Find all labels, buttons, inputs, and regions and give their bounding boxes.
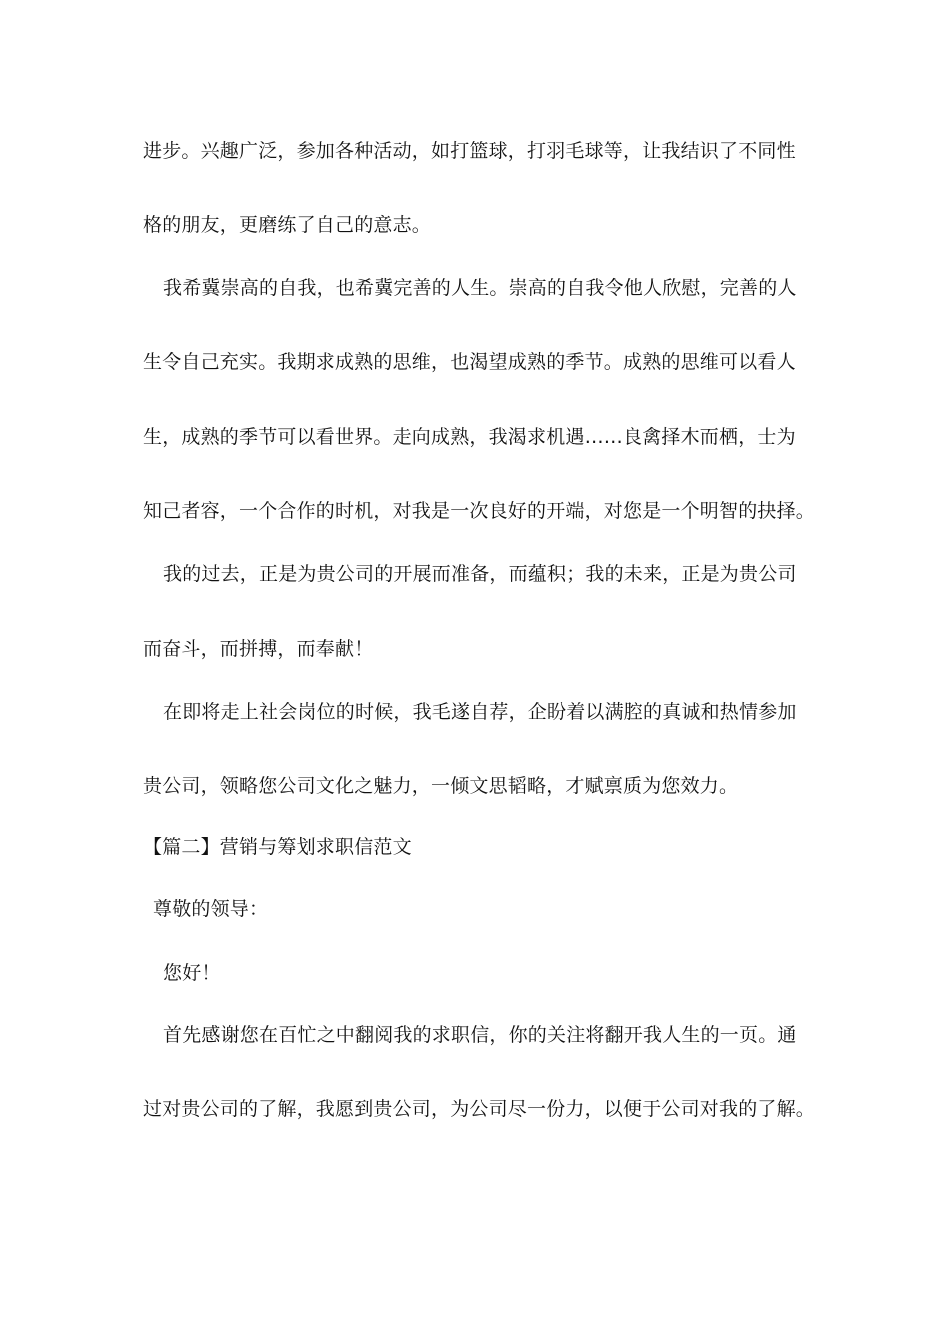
paragraph-line: 格的朋友，更磨练了自己的意志。 [143,214,432,236]
paragraph-line: 我希冀崇高的自我，也希冀完善的人生。崇高的自我令他人欣慰，完善的人 [163,277,797,299]
paragraph-line: 我的过去，正是为贵公司的开展而准备，而蕴积；我的未来，正是为贵公司 [163,563,797,585]
paragraph-line: 进步。兴趣广泛，参加各种活动，如打篮球，打羽毛球等，让我结识了不同性 [143,140,796,162]
paragraph-line: 在即将走上社会岗位的时候，我毛遂自荐，企盼着以满腔的真诚和热情参加 [163,701,797,723]
paragraph-line: 生，成熟的季节可以看世界。走向成熟，我渴求机遇……良禽择木而栖，士为 [143,426,796,448]
paragraph-line: 而奋斗，而拼搏，而奉献！ [143,638,374,660]
paragraph-line: 贵公司，领略您公司文化之魅力，一倾文思韬略，才赋禀质为您效力。 [143,775,739,797]
section-heading: 【篇二】营销与筹划求职信范文 [143,836,412,858]
paragraph-line: 知己者容，一个合作的时机，对我是一次良好的开端，对您是一个明智的抉择。 [143,500,816,522]
salutation: 尊敬的领导： [153,898,269,920]
greeting: 您好！ [163,962,221,984]
paragraph-line: 生令自己充实。我期求成熟的思维，也渴望成熟的季节。成熟的思维可以看人 [143,351,796,373]
paragraph-line: 首先感谢您在百忙之中翻阅我的求职信，你的关注将翻开我人生的一页。通 [163,1024,797,1046]
paragraph-line: 过对贵公司的了解，我愿到贵公司，为公司尽一份力，以便于公司对我的了解。 [143,1098,816,1120]
